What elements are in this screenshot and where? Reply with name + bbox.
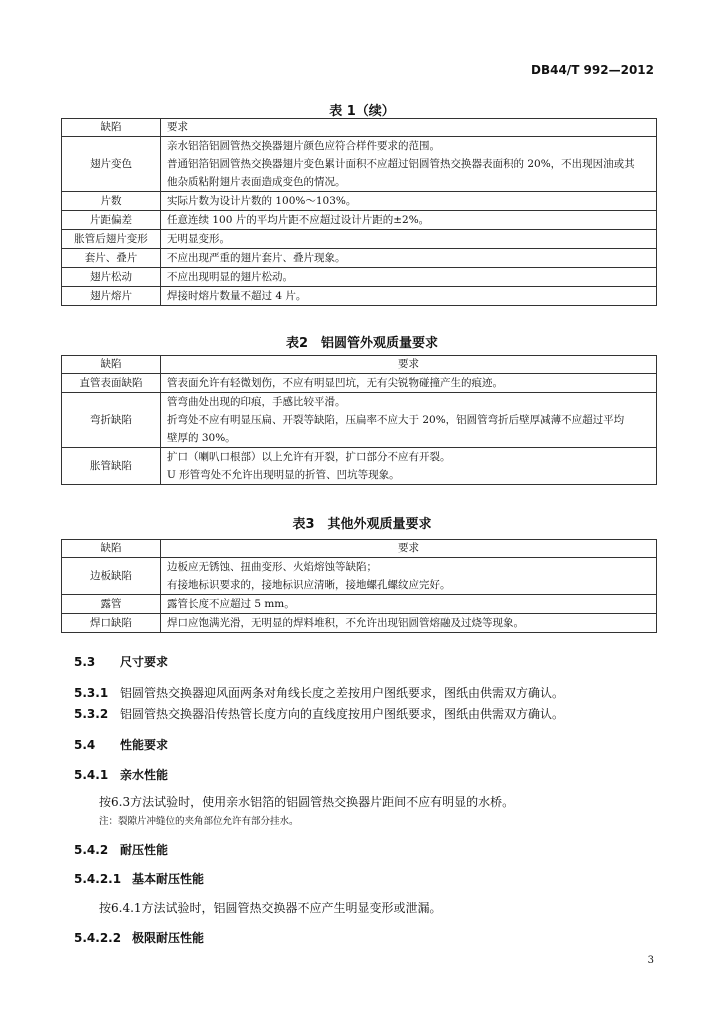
paragraph-5-4-2-1: 按6.4.1方法试验时，铝圆管热交换器不应产生明显变形或泄漏。 — [99, 901, 442, 915]
requirement-cell — [161, 230, 657, 249]
requirement-cell — [161, 614, 657, 633]
table1 — [61, 118, 657, 306]
clause-5-3-2 — [74, 705, 564, 722]
requirement-line: 焊接时熔片数量不超过 4 片。 — [167, 290, 307, 302]
clause-5-3-1 — [74, 684, 564, 701]
requirement-line: 亲水铝箔铝圆管热交换器翅片颜色应符合样件要求的范围。 — [167, 140, 440, 152]
section-title: 极限耐压性能 — [132, 931, 205, 945]
defect-cell: 翅片熔片 — [62, 287, 161, 306]
table-header-row — [62, 540, 657, 558]
table3-caption: 表3 其他外观质量要求 — [292, 517, 432, 532]
requirement-cell — [161, 374, 657, 393]
requirement-line: 普通铝箔铝圆管热交换器翅片变色累计面积不应超过铝圆管热交换器表面积的 20%，不出现因油或其 — [167, 158, 635, 170]
requirement-line: 管表面允许有轻微划伤，不应有明显凹坑，无有尖锐物碰撞产生的痕迹。 — [167, 377, 503, 389]
requirement-line: 实际片数为设计片数的 100%～103%。 — [167, 195, 357, 207]
section-title: 亲水性能 — [120, 768, 169, 782]
header-defect: 缺陷 — [62, 540, 161, 558]
requirement-cell — [161, 211, 657, 230]
section-5-4-2-2 — [74, 929, 204, 946]
section-title: 性能要求 — [120, 738, 169, 752]
table-row — [62, 211, 657, 230]
table-row — [62, 268, 657, 287]
table3 — [61, 539, 657, 633]
section-number: 5.4.1 — [74, 768, 109, 782]
requirement-line: U 形管弯处不允许出现明显的折管、凹坑等现象。 — [167, 469, 400, 481]
table-row — [62, 137, 657, 192]
requirement-line: 壁厚的 30%。 — [167, 432, 236, 444]
table-row — [62, 393, 657, 448]
table-row — [62, 558, 657, 595]
table-header-row — [62, 356, 657, 374]
section-number: 5.3 — [74, 655, 96, 669]
requirement-line: 无明显变形。 — [167, 233, 230, 245]
defect-cell: 边板缺陷 — [62, 558, 161, 595]
header-requirement: 要求 — [161, 356, 657, 374]
clause-text: 铝圆管热交换器迎风面两条对角线长度之差按用户图纸要求，图纸由供需双方确认。 — [120, 686, 565, 700]
defect-cell: 直管表面缺陷 — [62, 374, 161, 393]
defect-cell: 翅片变色 — [62, 137, 161, 192]
section-5-4 — [74, 736, 168, 753]
section-title: 尺寸要求 — [120, 655, 169, 669]
table-row — [62, 287, 657, 306]
requirement-line: 焊口应饱满光滑，无明显的焊料堆积，不允许出现铝圆管熔融及过烧等现象。 — [167, 617, 524, 629]
requirement-cell — [161, 558, 657, 595]
defect-cell: 露管 — [62, 595, 161, 614]
table-row — [62, 249, 657, 268]
section-title: 耐压性能 — [120, 843, 169, 857]
defect-cell: 胀管后翅片变形 — [62, 230, 161, 249]
requirement-cell — [161, 393, 657, 448]
paragraph-5-4-1: 按6.3方法试验时，使用亲水铝箔的铝圆管热交换器片距间不应有明显的水桥。 — [99, 795, 515, 809]
requirement-line: 管弯曲处出现的印痕，手感比较平滑。 — [167, 396, 346, 408]
table2-caption: 表2 铝圆管外观质量要求 — [285, 336, 439, 351]
defect-cell: 片距偏差 — [62, 211, 161, 230]
requirement-line: 折弯处不应有明显压扁、开裂等缺陷，压扁率不应大于 20%，铝圆管弯折后壁厚减薄不应超过平均 — [167, 414, 625, 426]
table-row — [62, 448, 657, 485]
requirement-line: 不应出现严重的翅片套片、叠片现象。 — [167, 252, 346, 264]
requirement-cell — [161, 268, 657, 287]
requirement-line: 任意连续 100 片的平均片距不应超过设计片距的±2%。 — [167, 214, 430, 226]
section-title: 基本耐压性能 — [132, 872, 205, 886]
header-requirement: 要求 — [161, 540, 657, 558]
defect-cell: 片数 — [62, 192, 161, 211]
requirement-cell — [161, 595, 657, 614]
document-code: DB44/T 992—2012 — [531, 63, 654, 77]
table-row — [62, 374, 657, 393]
section-number: 5.4 — [74, 738, 96, 752]
section-5-4-2-1 — [74, 870, 204, 887]
clause-number: 5.3.1 — [74, 686, 109, 700]
requirement-line: 有接地标识要求的，接地标识应清晰，接地螺孔螺纹应完好。 — [167, 579, 451, 591]
requirement-line: 扩口（喇叭口根部）以上允许有开裂，扩口部分不应有开裂。 — [167, 451, 451, 463]
table-row — [62, 230, 657, 249]
requirement-line: 他杂质粘附翅片表面造成变色的情况。 — [167, 176, 346, 188]
page-number: 3 — [647, 955, 654, 966]
header-requirement: 要求 — [161, 119, 657, 137]
requirement-cell — [161, 287, 657, 306]
defect-cell: 翅片松动 — [62, 268, 161, 287]
section-number: 5.4.2.1 — [74, 872, 122, 886]
table-header-row — [62, 119, 657, 137]
requirement-cell — [161, 249, 657, 268]
section-number: 5.4.2 — [74, 843, 109, 857]
requirement-cell — [161, 192, 657, 211]
table-row — [62, 614, 657, 633]
clause-text: 铝圆管热交换器沿传热管长度方向的直线度按用户图纸要求，图纸由供需双方确认。 — [120, 707, 565, 721]
defect-cell: 焊口缺陷 — [62, 614, 161, 633]
section-5-4-1 — [74, 766, 168, 783]
table1-caption: 表 1（续） — [329, 104, 395, 119]
section-number: 5.4.2.2 — [74, 931, 122, 945]
requirement-line: 边板应无锈蚀、扭曲变形、火焰熔蚀等缺陷； — [167, 561, 377, 573]
defect-cell: 套片、叠片 — [62, 249, 161, 268]
table-row — [62, 192, 657, 211]
header-defect: 缺陷 — [62, 356, 161, 374]
defect-cell: 弯折缺陷 — [62, 393, 161, 448]
section-5-4-2 — [74, 841, 168, 858]
table-row — [62, 595, 657, 614]
requirement-line: 不应出现明显的翅片松动。 — [167, 271, 293, 283]
note-5-4-1: 注：裂隙片冲缝位的夹角部位允许有部分挂水。 — [99, 816, 299, 827]
section-5-3 — [74, 653, 168, 670]
defect-cell: 胀管缺陷 — [62, 448, 161, 485]
requirement-cell — [161, 448, 657, 485]
requirement-cell — [161, 137, 657, 192]
table2 — [61, 355, 657, 485]
requirement-line: 露管长度不应超过 5 mm。 — [167, 598, 295, 610]
header-defect: 缺陷 — [62, 119, 161, 137]
clause-number: 5.3.2 — [74, 707, 109, 721]
